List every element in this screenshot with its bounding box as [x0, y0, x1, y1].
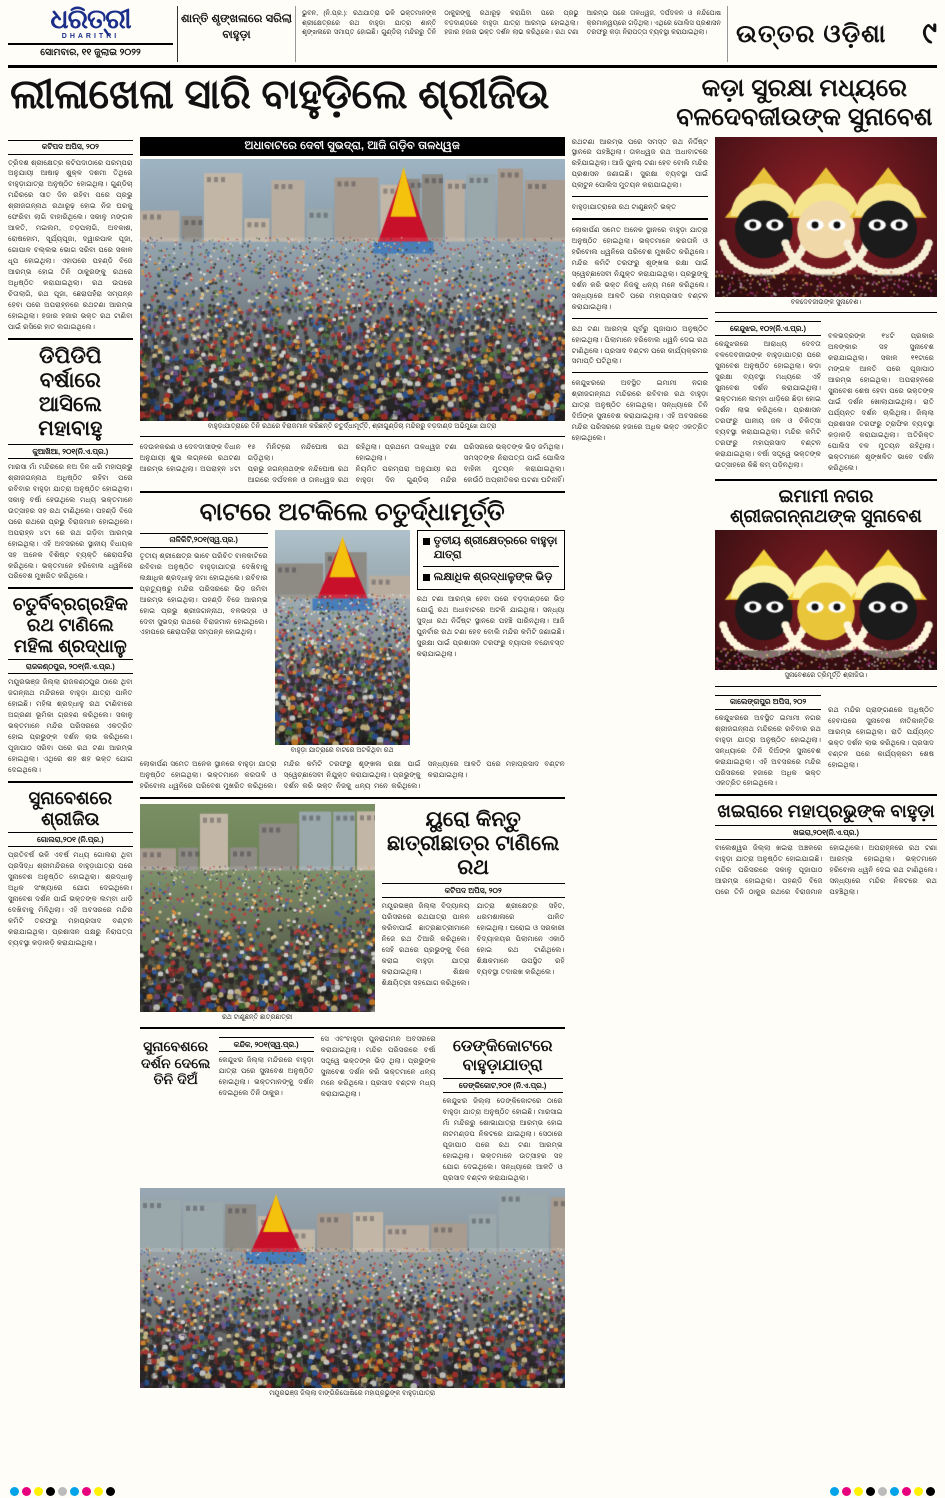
bullet-label: ତୃତୀୟ ଶ୍ରୀକ୍ଷେତ୍ରରେ ବାହୁଡ଼ା ଯାତ୍ରା [433, 534, 558, 561]
euro-body [382, 901, 565, 989]
page-number: ୯ [922, 17, 937, 50]
color-dot [106, 1487, 115, 1496]
bullet-item [423, 535, 559, 563]
imami-dateline: କାଲେଙ୍ଗପୁର ଅପିସ, ୨୦୨ [715, 695, 821, 710]
sunabesha-left-dateline: ଗୋଲରା,୨୦୧ (ନି.ପ୍ର.) [8, 832, 133, 847]
masthead-lead-text: ଭୁବନ, (ନି.ପ୍ର.): ରଥଯାତ୍ରା ଭଳି ଭକ୍ତମାନଙ୍କ ଶ୍ରୀକ୍ଷେତ୍ରରେ ରଥ ବାହୁଡ଼ା ଯାତ୍ରା ଶାନ୍ତି ଶୃଙ୍ଖଳାରେ ସମାପ୍ତ ହୋଇଛି। ଗୁଣ୍ଡିଚା ମନ୍ଦିରରୁ ତିନି ଠାକୁରଙ୍କୁ ରଥାରୂଢ଼ କରାଯିବା ପରେ ପ୍ରଭୁ ବଡ଼ଦାଣ୍ଡରେ ବାହୁଡ଼ା ଯାତ୍ରା ଆରମ୍ଭ ହୋଇଥିଲା। ହଜାର ହଜାର ଭକ୍ତ ଦର୍ଶନ ଲାଭ କରିଥିଲେ। ରଥ ଟଣା ଆରମ୍ଭ ପରେ ତାଳଧ୍ୱଜ, ଦର୍ପଦଳନ ଓ ନନ୍ଦିଘୋଷ କ୍ରମାନ୍ୱୟରେ ଗଡ଼ିଥିଲା। ଏଥିରେ ପୋଲିସ ପ୍ରଶାସନ ତରଫରୁ କଡ଼ା ନିରାପତ୍ତା ବ୍ୟବସ୍ଥା କରାଯାଇଥିଲା। [302, 10, 721, 37]
lead-body-col1: ତ୍ରିଦଶ ଶ୍ରୀକ୍ଷେତ୍ର କଟିପଦାଠାରେ ପରମ୍ପରା ଅନୁଯାୟୀ ଆଷାଢ଼ ଶୁକ୍ଳ ଦଶମୀ ତିଥିରେ ବାହୁଡ଼ାଯାତ୍ରା ଅନୁଷ୍ଠିତ ହୋଇଥିଲା। ଗୁଣ୍ଡିଚା ମନ୍ଦିରରେ ସାତ ଦିନ ରହିବା ପରେ ପ୍ରଭୁ ଶ୍ରୀଜଗନ୍ନାଥ ରଥାରୂଢ଼ ହୋଇ ନିଜ ଘରକୁ ଫେରିବା ଲାଗି ବାହାରିଥିଲେ। ସକାଳୁ ମଙ୍ଗଳ ଆଳତି, ମଇଲମ, ତଡ଼ପଲାଗି, ଅବକାଶ, ରୋଷହୋମ, ସୂର୍ଯ୍ୟପୂଜା, ଦ୍ୱାରପାଳ ପୂଜା, ଗୋପାଳ ବଲ୍ଲଭ ଭୋଗ ସରିବା ପରେ ସକାଳ ଧୂପ ହୋଇଥିଲା। ଏହାପରେ ପହଣ୍ଡି ବିଜେ ଆରମ୍ଭ ହୋଇ ତିନି ଠାକୁରଙ୍କୁ ରଥରେ ଅଧିଷ୍ଠିତ କରାଯାଇଥିଲା। ରଥ ଉପରେ ଚିତାଲାଗି, ରଥ ପୂଜା, ଛେରାପହଁରା ସମ୍ପନ୍ନ ହେବା ପରେ ଅପରାହ୍ନରେ ରଥଟଣା ଆରମ୍ଭ ହୋଇଥିଲା। ହଜାର ହଜାର ଭକ୍ତ ରଥ ଟାଣିବା ପାଇଁ ରସିରେ ହାତ ଲଗାଇଥିଲେ। [8, 157, 133, 331]
masthead [8, 6, 937, 68]
masthead-tagline: ଶାନ୍ତି ଶୃଙ୍ଖଳାରେ ସରିଲା ବାହୁଡ଼ା [178, 6, 296, 62]
lead-sub-col-1: ଦେଉଳକରଣ ଓ ଦେବଦାସୀଙ୍କ ବିଧାନ ଅନୁଯାୟୀ ଶୁଭ ଲଗ୍ନରେ ରଥଟଣା ଆରମ୍ଭ ହୋଇଥିଲା। ଅପରାହ୍ନ ୪ଟା ୧୫ ମିନିଟ୍‌ରେ ନନ୍ଦିଘୋଷ ରଥ ଗଡ଼ିଥିଲା। [139, 442, 349, 474]
lead-banner: ଅଧାବାଟରେ ଦେବୀ ସୁଭଦ୍ରା, ଆଜି ଗଡ଼ିବ ତାଳଧ୍ୱଜ [140, 137, 565, 156]
bullet-label: ଲକ୍ଷାଧିକ ଶ୍ରଦ୍ଧାଳୁଙ୍କ ଭିଡ଼ [433, 571, 553, 584]
column-4 [715, 137, 937, 1399]
bachare-headline: ବାଟରେ ଅଟକିଲେ ଚତୁର୍ଦ୍ଧାମୂର୍ତ୍ତି [199, 498, 505, 527]
column-2 [140, 137, 565, 1399]
baladev-photo [715, 137, 937, 297]
bullet-square-icon [423, 574, 430, 581]
imami-body-right-col: ରଥ ମନ୍ଦିର ପ୍ରାଙ୍ଗଣରେ ଅଧିଷ୍ଠିତ ହେବାପରେ ସୁନାବେଶ ନୀତିକାନ୍ତିର ଆରମ୍ଭ ହୋଇଥିଲା। ରାତି ପର୍ଯ୍ୟନ୍ତ ଭକ୍ତ ଦର୍ଶନ ଲାଭ କରିଥିଲେ। ପ୍ରସାଦ ବଣ୍ଟନ ପରେ କାର୍ଯ୍ୟକ୍ରମ ଶେଷ ହୋଇଥିଲା। [828, 704, 934, 769]
bachare-photo [275, 530, 410, 745]
color-dot [58, 1487, 67, 1496]
lead-photo-caption: ବାହୁଡ଼ାଯାତ୍ରାରେ ତିନି ରଥରେ ବିରାଜମାନ କରିଛନ୍ତି ଚତୁର୍ଦ୍ଧାମୂର୍ତ୍ତି, ଶ୍ରୀଗୁଣ୍ଡିଚା ମନ୍ଦିରରୁ ବଡ଼ଦାଣ୍ଡ ଅଭିମୁଖେ ଯାତ୍ରା [207, 422, 497, 430]
chaturbidha-body: ମୟୂରଭଞ୍ଜ ଜିଲ୍ଲା ରାଜକଣ୍ଠପୁର ଠାରେ ଥିବା ଜଗନ୍ନାଥ ମନ୍ଦିରରେ ବାହୁଡ଼ା ଯାତ୍ରା ପାଳିତ ହୋଇଛି। ମହିଳା ଶ୍ରଦ୍ଧାଳୁ ରଥ ଟାଣିବାରେ ଅଗ୍ରଣୀ ଭୂମିକା ଗ୍ରହଣ କରିଥିଲେ। ସକାଳୁ ଭକ୍ତମାନେ ମନ୍ଦିର ପରିସରରେ ଏକତ୍ରିତ ହୋଇ ପ୍ରଭୁଙ୍କ ଦର୍ଶନ ଲାଭ କରିଥିଲେ। ପୂଜାପାଠ ସରିବା ପରେ ରଥ ଟଣା ଆରମ୍ଭ ହୋଇଥିଲା। ଏଥିରେ ଶହ ଶହ ଭକ୍ତ ଯୋଗ ଦେଇଥିଲେ। [8, 677, 133, 774]
bachare-body-left: ତୃତୀୟ ଶ୍ରୀକ୍ଷେତ୍ର ଭାବେ ପରିଚିତ ବାଳକାଟିରେ ରବିବାର ଅନୁଷ୍ଠିତ ବାହୁଡ଼ାଯାତ୍ରା ଦେଖିବାକୁ ଲକ୍ଷାଧିକ ଶ୍ରଦ୍ଧାଳୁ ଜମା ହୋଇଥିଲେ। ରବିବାର ପ୍ରତ୍ୟୁଷରୁ ମନ୍ଦିର ପରିସରରେ ଭିଡ଼ ଜମିବା ଆରମ୍ଭ ହୋଇଥିଲା। ପହଣ୍ଡି ବିଜେ ଆରମ୍ଭ ହୋଇ ପ୍ରଭୁ ଶ୍ରୀଜଗନ୍ନାଥ, ବଳଭଦ୍ର ଓ ଦେବୀ ସୁଭଦ୍ରା ରଥରେ ବିରାଜମାନ ହୋଇଥିଲେ। ଏହାପରେ ଛେରାପହଁରା ସମ୍ପନ୍ନ ହୋଇଥିଲା। [139, 550, 268, 637]
sunabesha-mid-headline: ସୁନାବେଶରେ ଦର୍ଶନ ଦେଲେ ତିନି ଦିଅଁ [140, 1038, 211, 1087]
chaturbidha-dateline: ରାଜକଣ୍ଠପୁର, ୨୦୧(ନି.ଏ.ପ୍ର.) [8, 659, 133, 674]
bachare-body-right: ରଥ ଟଣା ଆରମ୍ଭ ହେବା ପରେ ବଡ଼ଦାଣ୍ଡରେ ଭିଡ଼ ଯୋଗୁଁ ରଥ ଅଧାବାଟରେ ଅଟକି ଯାଇଥିଲା। ସନ୍ଧ୍ୟା ସୁଦ୍ଧା ରଥ ନିର୍ଦ୍ଦିଷ୍ଟ ସ୍ଥାନରେ ପହଞ୍ଚି ପାରିନଥିଲା। ଆଜି ପୁନର୍ବାର ରଥ ଟଣା ହେବ ବୋଲି ମନ୍ଦିର କମିଟି ଜଣାଇଛି। ସୁରକ୍ଷା ପାଇଁ ପ୍ରଶାସନ ତରଫରୁ ବ୍ୟାପକ ବନ୍ଦୋବସ୍ତ କରାଯାଇଥିଲା। [416, 594, 565, 658]
lead-photo [140, 159, 565, 421]
color-dot [902, 1487, 911, 1496]
euro-body-mid: ଯାତ୍ରା ଶ୍ରୀକ୍ଷେତ୍ର ସହିତ, ଧରମଶାଳାରେ ପାଳିତ ହୋଇଥିଲା। ଘରୋଇ ଓ ସରକାରୀ ବିଦ୍ୟାଳୟର ପିଲାମାନେ ଏକାଠି ହୋଇ ରଥ ଟାଣିଥିଲେ। ଶିକ୍ଷକମାନେ ଉପସ୍ଥିତ ରହି ବ୍ୟବସ୍ଥା ତଦାରଖ କରିଥିଲେ। [476, 901, 565, 976]
color-dot [854, 1487, 863, 1496]
sunabesha-mid-body-right: ସେ ଏବଂବାହୁଡ଼ା ପୁନରାଗମନ ଅବସରରେ କରାଯାଇଥିଲା। ମନ୍ଦିର ପରିସରରେ ବର୍ଷା ସତ୍ତ୍ୱେ ଭକ୍ତଙ୍କ ଭିଡ଼ ଥିଲା। ପ୍ରଭୁଙ୍କ ସୁନାବେଶ ଦର୍ଶନ କରି ଭକ୍ତମାନେ ଧନ୍ୟ ମନେ କରିଥିଲେ। ପ୍ରସାଦ ବଣ୍ଟନ ମଧ୍ୟ କରାଯାଇଥିଲା। [320, 1034, 436, 1099]
euro-photo-caption: ରଥ ଟାଣୁଛନ୍ତି ଛାତ୍ରଛାତ୍ରୀ [222, 1013, 293, 1021]
color-dot [94, 1487, 103, 1496]
dhipdhip-body: ମାରସା ମାଁ ମନ୍ଦିରରେ ନଅ ଦିନ ଧରି ମହାପ୍ରଭୁ ଶ୍ରୀଜଗନ୍ନାଥ ଅଧିଷ୍ଠିତ ରହିବା ପରେ ରବିବାର ବାହୁଡ଼ା ଯାତ୍ରା ଅନୁଷ୍ଠିତ ହୋଇଥିଲା। ସକାଳୁ ବର୍ଷା ହେଉଥିଲେ ମଧ୍ୟ ଭକ୍ତମାନେ ଉତ୍ସାହର ସହ ରଥ ଟାଣିଥିଲେ। ପହଣ୍ଡି ବିଜେ ପରେ ରଥରେ ପ୍ରଭୁ ବିରାଜମାନ ହୋଇଥିଲେ। ଅପରାହ୍ନ ୪ଟା ରେ ରଥ ଗଡ଼ିବା ଆରମ୍ଭ ହୋଇଥିଲା। ଏହି ଅବସରରେ ସ୍ଥାନୀୟ ବିଧାୟକ ସହ ଅନେକ ବିଶିଷ୍ଟ ବ୍ୟକ୍ତି ଛେରାପହଁରା କରିଥିଲେ। ଭକ୍ତମାନେ ହରିବୋଲ ଧ୍ୱନିରେ ପରିବେଶ ମୁଖରିତ କରିଥିଲେ। [8, 462, 133, 581]
denki-body: କେନ୍ଦୁଝର ଜିଲ୍ଲା ଡେଙ୍କିକୋଟରେ ଠାରେ ବାହୁଡ଼ା ଯାତ୍ରା ଅନୁଷ୍ଠିତ ହୋଇଛି। ମାରସାଇ ମାଁ ମନ୍ଦିରରୁ ଶୋଭାଯାତ୍ରା ଆରମ୍ଭ ହୋଇ ନାଟମଣ୍ଡପ ନିକଟରେ ଯାଇଥିଲା। ସେଠାରେ ପୂଜାପାଠ ପରେ ରଥ ଟଣା ଆରମ୍ଭ ହୋଇଥିଲା। ଭକ୍ତମାନେ ଉତ୍ସାହର ସହ ଯୋଗ ଦେଇଥିଲେ। ସନ୍ଧ୍ୟାରେ ଆଳତି ଓ ପ୍ରସାଦ ବଣ୍ଟନ କରାଯାଇଥିଲା। [442, 1096, 563, 1182]
euro-body-right: ରଥ ଟଣା ଆରମ୍ଭ ପୂର୍ବରୁ ପୂଜାପାଠ ଅନୁଷ୍ଠିତ ହୋଇଥିଲା। ପିଲାମାନେ ହରିବୋଲ ଧ୍ୱନି ଦେଇ ରଥ ଟାଣିଥିଲେ। ପ୍ରସାଦ ବଣ୍ଟନ ପରେ କାର୍ଯ୍ୟକ୍ରମର ସମାପ୍ତି ଘଟିଥିଲା। [571, 323, 708, 366]
color-dot [70, 1487, 79, 1496]
bachare-overflow: ଲୋକାର୍ପଣ ସମେତ ଅନେକ ସ୍ଥାନରେ ବାହୁଡ଼ା ଯାତ୍ରା ଅନୁଷ୍ଠିତ ହୋଇଥିଲା। ଭକ୍ତମାନେ କରତାଳି ଓ ହରିବୋଲ ଧ୍ୱନିରେ ପରିବେଶ ମୁଖରିତ କରିଥିଲେ। ମନ୍ଦିର କମିଟି ତରଫରୁ ଶୃଙ୍ଖଳା ରକ୍ଷା ପାଇଁ ସ୍ୱେଚ୍ଛାସେବୀ ନିଯୁକ୍ତ କରାଯାଇଥିଲା। ପ୍ରଭୁଙ୍କୁ ଦର୍ଶନ କରି ଭକ୍ତ ନିଜକୁ ଧନ୍ୟ ମନେ କରିଥିଲେ। ସନ୍ଧ୍ୟାରେ ଆଳତି ପରେ ମହାପ୍ରସାଦ ବଣ୍ଟନ କରାଯାଇଥିଲା। [571, 225, 708, 311]
bachare-dateline: ନାଳିକିଟି,୨୦୧(ସ୍ୱ.ପ୍ର.) [140, 533, 268, 548]
denki-dateline: ଡେଙ୍କିକୋଟ,୨୦୧ (ନି.ଏ.ପ୍ର.) [443, 1078, 563, 1093]
baladev-headline: କଡ଼ା ସୁରକ୍ଷା ମଧ୍ୟରେ ବଳଦେବଜୀଉଙ୍କ ସୁନାବେଶ [676, 74, 933, 131]
color-dot [866, 1487, 875, 1496]
lead-body-col2: ରଥଟଣା ଆରମ୍ଭ ପରେ ସମସ୍ତ ରଥ ନିର୍ଦ୍ଦିଷ୍ଟ ସ୍ଥାନରେ ପହଞ୍ଚିଥିଲା। ତାଳଧ୍ୱଜ ରଥ ଅଧାବାଟରେ ରହିଯାଇଥିଲା। ଆଜି ପୁନଶ୍ଚ ଟଣା ହେବ ବୋଲି ମନ୍ଦିର ପ୍ରଶାସନ ଜଣାଇଛି। ସୁରକ୍ଷା ବ୍ୟବସ୍ଥା ପାଇଁ ପ୍ଲାଟୁନ ପୋଲିସ ମୁତୟନ କରାଯାଇଥିଲା। [571, 136, 708, 190]
bachare-body-more: ଲୋକାର୍ପଣ ସମେତ ଅନେକ ସ୍ଥାନରେ ବାହୁଡ଼ା ଯାତ୍ରା ଅନୁଷ୍ଠିତ ହୋଇଥିଲା। ଭକ୍ତମାନେ କରତାଳି ଓ ହରିବୋଲ ଧ୍ୱନିରେ ପରିବେଶ ମୁଖରିତ କରିଥିଲେ। ମନ୍ଦିର କମିଟି ତରଫରୁ ଶୃଙ୍ଖଳା ରକ୍ଷା ପାଇଁ ସ୍ୱେଚ୍ଛାସେବୀ ନିଯୁକ୍ତ କରାଯାଇଥିଲା। ପ୍ରଭୁଙ୍କୁ ଦର୍ଶନ କରି ଭକ୍ତ ନିଜକୁ ଧନ୍ୟ ମନେ କରିଥିଲେ। ସନ୍ଧ୍ୟାରେ ଆଳତି ପରେ ମହାପ୍ରସାଦ ବଣ୍ଟନ କରାଯାଇଥିଲା। [139, 758, 565, 790]
baladev-photo-caption: ବଳଦେବଜୀଉଙ୍କ ସୁନାବେଶ। [790, 298, 862, 306]
lead-headline: ଲୀଳାଖେଳା ସାରି ବାହୁଡ଼ିଲେ ଶ୍ରୀଜିଉ [10, 71, 550, 117]
denki-headline: ଡେଙ୍କିକୋଟରେ ବାହୁଡ଼ାଯାତ୍ରା [452, 1038, 553, 1074]
color-dot [926, 1487, 935, 1496]
edition-block [727, 6, 937, 62]
color-dot [878, 1487, 887, 1496]
color-dot [10, 1487, 19, 1496]
color-dot [82, 1487, 91, 1496]
bullet-item [423, 566, 559, 585]
dhipdhip-headline: ଡିପିଡିପି ବର୍ଷାରେ ଆସିଲେ ମହାବାହୁ [38, 344, 103, 440]
edition-name: ଉତ୍ତର ଓଡ଼ିଶା [736, 19, 887, 48]
euro-body-left: ମୟୂରଭଞ୍ଜ ଜିଲ୍ଲା ବିଦ୍ୟାଳୟ ପରିସରରେ ରଥଯାତ୍ରା ପାଳନ କରିବାପାଇଁ ଛାତ୍ରଛାତ୍ରୀମାନେ ନିଜେ ରଥ ତିଆରି କରିଥିଲେ। ସେହି ରଥରେ ପ୍ରଭୁଙ୍କୁ ବିଜେ କରାଇ ବାହୁଡ଼ା ଯାତ୍ରା କରାଯାଇଥିଲା। ଶିକ୍ଷକ ଶିକ୍ଷୟିତ୍ରୀ ସହଯୋଗ କରିଥିଲେ। [381, 901, 470, 987]
sunabesha-left-body: ପ୍ରତିବର୍ଷ ଭଳି ଏବର୍ଷ ମଧ୍ୟ ଗୋଲରା ଥିବା ପ୍ରସିଦ୍ଧ ଶ୍ରୀମନ୍ଦିରରେ ବାହୁଡ଼ାଯାତ୍ରା ପରେ ସୁନାବେଶ ଅନୁଷ୍ଠିତ ହୋଇଥିଲା। ଶ୍ରଦ୍ଧାଳୁ ଅଧିକ ସଂଖ୍ୟାରେ ଯୋଗ ଦେଇଥିଲେ। ସୁନାବେଶ ଦର୍ଶନ ପାଇଁ ଭକ୍ତଙ୍କ ଲମ୍ବା ଧାଡ଼ି ଦେଖିବାକୁ ମିଳିଥିଲା। ଏହି ଅବସରରେ ମନ୍ଦିର କମିଟି ତରଫରୁ ମହାପ୍ରସାଦ ବଣ୍ଟନ କରାଯାଇଥିଲା। ପ୍ରଶାସନ ପକ୍ଷରୁ ନିରାପତ୍ତା ବ୍ୟବସ୍ଥା କଡ଼ାକଡ଼ି କରାଯାଇଥିଲା। [8, 850, 133, 947]
color-dots-right [830, 1487, 935, 1496]
dhipdhip-dateline: କୁଆଖିଆ, ୨୦୧(ନି.ଏ.ପ୍ର.) [8, 444, 133, 459]
bachare-photo-caption: ବାହୁଡ଼ା ଯାତ୍ରାରେ ବାଟରେ ଅଟକିଥିବା ରଥ [290, 746, 394, 754]
color-dot [34, 1487, 43, 1496]
khaira-dateline: ଖଇରା,୨୦୧(ନି.ଏ.ପ୍ର.) [715, 825, 937, 840]
euro-headline: ୟୁରୋ କିନ୍ତୁ ଛାତ୍ରୀଛାତ୍ର ଟାଣିଲେ ରଥ [386, 807, 560, 879]
baladev-body-2: ବଳଭଦ୍ରଙ୍କ ୧୪ଟି ପ୍ରକାର ଅଳଙ୍କାର ସହ ସୁନାବେଶ କରାଯାଇଥିଲା। ସକାଳ ୧୧ଟାରେ ମଙ୍ଗଳ ଆଳତି ପରେ ପୂଜାପାଠ ଆରମ୍ଭ ହୋଇଥିଲା। ଅପରାହ୍ନରେ ସୁନାବେଶ ଶେଷ ହେବା ପରେ ଭକ୍ତଙ୍କ ପାଇଁ ଦର୍ଶନ ଖୋଲାଯାଇଥିଲା। ରାତି ପର୍ଯ୍ୟନ୍ତ ଦର୍ଶନ ଚାଲିଥିଲା। ଜିଲ୍ଲା ପ୍ରଶାସନ ତରଫରୁ ଟ୍ରାଫିକ ବ୍ୟବସ୍ଥା କଡ଼ାକଡ଼ି କରାଯାଇଥିଲା। ଅତିରିକ୍ତ ପୋଲିସ ବଳ ମୁତୟନ ରହିଥିଲା। ଭକ୍ତମାନେ ଶୃଙ୍ଖଳିତ ଭାବେ ଦର୍ଶନ କରିଥିଲେ। [828, 331, 934, 472]
color-dot [890, 1487, 899, 1496]
khaira-body: ବାଲେଶ୍ୱର ଜିଲ୍ଲା ଖଇରା ଅଞ୍ଚଳରେ ବାହୁଡ଼ା ଯାତ୍ରା ଅନୁଷ୍ଠିତ ହୋଇଯାଇଛି। ମନ୍ଦିର ପରିସରରେ ସକାଳୁ ପୂଜାପାଠ ଆରମ୍ଭ ହୋଇଥିଲା। ପହଣ୍ଡି ବିଜେ ପରେ ତିନି ଠାକୁର ରଥରେ ବିରାଜମାନ ହୋଇଥିଲେ। ଅପରାହ୍ନରେ ରଥ ଟଣା ଆରମ୍ଭ ହୋଇଥିଲା। ଭକ୍ତମାନେ ହରିବୋଲ ଧ୍ୱନି ଦେଇ ରଥ ଟାଣିଥିଲେ। ସନ୍ଧ୍ୟାରେ ମନ୍ଦିର ନିକଟରେ ରଥ ପହଞ୍ଚିଥିଲା। [715, 843, 937, 896]
color-dot [914, 1487, 923, 1496]
khaira-headline: ଖଇରାରେ ମହାପ୍ରଭୁଙ୍କ ବାହୁଡ଼ା [717, 801, 935, 822]
imami-headline: ଇମାମୀ ନଗର ଶ୍ରୀଜଗନ୍ନାଥଙ୍କ ସୁନାବେଶ [730, 485, 922, 527]
sunabesha-mid-photo [140, 1188, 565, 1388]
color-dot [46, 1487, 55, 1496]
imami-body-left: କେନ୍ଦୁଝରରେ ଅବସ୍ଥିତ ଇମାମୀ ନଗର ଶ୍ରୀଜଗନ୍ନାଥ ମନ୍ଦିରରେ ରବିବାର ରଥ ବାହୁଡ଼ା ଯାତ୍ରା ଅନୁଷ୍ଠିତ ହୋଇଥିଲା। ସନ୍ଧ୍ୟାରେ ତିନି ଦିଅଁଙ୍କ ସୁନାବେଶ କରାଯାଇଥିଲା। ଏହି ଅବସରରେ ମନ୍ଦିର ପରିସରରେ ହଜାରେ ଅଧିକ ଭକ୍ତ ଏକତ୍ରିତ ହୋଇଥିଲେ। [571, 378, 708, 443]
euro-photo [140, 804, 375, 1012]
baladev-dateline: କେନ୍ଦୁଝର, ୧୦୨(ନି.ଏ.ପ୍ର.) [715, 321, 821, 336]
sunabesha-mid-photo-caption: ମୟୂରଭଞ୍ଜ ଜିଲ୍ଲା ବାଙ୍ଗିରିପୋଷିରେ ମହାପ୍ରଭୁଙ୍କ ବାହୁଡ଼ାଯାତ୍ରା [269, 1389, 436, 1397]
chaturbidha-headline: ଚତୁର୍ବିବ୍ରଗ୍ରହିକ ରଥ ଟାଣିଲେ ମହିଳା ଶ୍ରଦ୍ଧାଳୁ [12, 594, 128, 656]
color-dot [22, 1487, 31, 1496]
imami-photo [715, 530, 937, 670]
lead-caption-rows: ବାହୁଡ଼ାଯାତ୍ରାରେ ରଥ ଟାଣୁଛନ୍ତି ଭକ୍ତ [571, 202, 677, 212]
lead-sub-col-2: ପ୍ରଭୁ ଜଗନ୍ନାଥଙ୍କ ନନ୍ଦିଘୋଷ ରଥ ଆଗରେ ଦର୍ପଦଳନ ଓ ତାଳଧ୍ୱଜ ରଥ ରହିଥିଲା। ପ୍ରଥମେ ତାଳଧ୍ୱଜ ଟଣା ହୋଇଥିଲା। [247, 442, 457, 485]
baladev-body: କେନ୍ଦୁଝରରେ ଆରାଧ୍ୟ ଦେବତା ବଳଦେବଜୀଉଙ୍କ ବାହୁଡ଼ାଯାତ୍ରା ପରେ ସୁନାବେଶ ଅନୁଷ୍ଠିତ ହୋଇଥିଲା। କଡ଼ା ସୁରକ୍ଷା ବ୍ୟବସ୍ଥା ମଧ୍ୟରେ ଏହି ସୁନାବେଶ ଦର୍ଶନ କରାଯାଇଥିଲା। ଭକ୍ତମାନେ ଲମ୍ବା ଧାଡ଼ିରେ ଛିଡ଼ା ହୋଇ ଦର୍ଶନ ଲାଭ କରିଥିଲେ। ପ୍ରଶାସନ ତରଫରୁ ପାନୀୟ ଜଳ ଓ ଚିକିତ୍ସା ବ୍ୟବସ୍ଥା କରାଯାଇଥିଲା। ମନ୍ଦିର କମିଟି ତରଫରୁ ମହାପ୍ରସାଦ ବଣ୍ଟନ କରାଯାଇଥିଲା। ବର୍ଷା ସତ୍ତ୍ୱେ ଭକ୍ତଙ୍କ ଉତ୍ସାହରେ କିଛି କମ୍ ପଡ଼ିନଥିଲା। [715, 339, 821, 469]
color-dot [842, 1487, 851, 1496]
logo-title: ଧରିତ୍ରୀ [50, 4, 131, 34]
color-dots-left [10, 1487, 115, 1496]
lead-dateline: କଟିପଦ ଅପିସ, ୨୦୨ [8, 140, 133, 155]
imami-body-left-col: କେନ୍ଦୁଝରରେ ଅବସ୍ଥିତ ଇମାମୀ ନଗର ଶ୍ରୀଜଗନ୍ନାଥ ମନ୍ଦିରରେ ରବିବାର ରଥ ବାହୁଡ଼ା ଯାତ୍ରା ଅନୁଷ୍ଠିତ ହୋଇଥିଲା। ସନ୍ଧ୍ୟାରେ ତିନି ଦିଅଁଙ୍କ ସୁନାବେଶ କରାଯାଇଥିଲା। ଏହି ଅବସରରେ ମନ୍ଦିର ପରିସରରେ ହଜାରେ ଅଧିକ ଭକ୍ତ ଏକତ୍ରିତ ହୋଇଥିଲେ। [715, 712, 821, 788]
lead-sub-col-3: ନିୟମିତ ପରମ୍ପରା ଅନୁଯାୟୀ ରଥ ବାହୁଡ଼ା ଦିନ ଗୁଣ୍ଡିଚା ମନ୍ଦିର ପରିସରରେ ଭକ୍ତଙ୍କ ଭିଡ଼ ଜମିଥିଲା। [355, 442, 564, 485]
lead-sub-col-4: ସମସ୍ତଙ୍କ ନିରାପତ୍ତା ପାଇଁ ପୋଲିସ ବାହିନୀ ମୁତୟନ କରାଯାଇଥିଲା। କେଉଁଠି ଅପ୍ରୀତିକର ଘଟଣା ଘଟିନାହିଁ। [463, 453, 565, 485]
sunabesha-mid-dateline: କନ୍ଦିକ, ୨୦୧(ସ୍ୱ.ପ୍ର.) [219, 1037, 314, 1052]
column-1 [8, 137, 133, 1399]
sunabesha-mid-body-left: କେନ୍ଦୁଝର ଜିଲ୍ଲା ମନ୍ଦିରରେ ବାହୁଡ଼ା ଯାତ୍ରା ପରେ ସୁନାବେଶ ଅନୁଷ୍ଠିତ ହୋଇଥିଲା। ଭକ୍ତମାନଙ୍କୁ ଦର୍ଶନ ଦେଇଥିଲେ ତିନି ଠାକୁର। [218, 1055, 314, 1098]
color-dot [830, 1487, 839, 1496]
bullet-square-icon [423, 538, 430, 545]
euro-dateline: କଟିପଦ ଅପିସ, ୨୦୨ [382, 883, 565, 898]
logo-subtitle: DHARITRI [61, 33, 120, 40]
sunabesha-left-headline: ସୁନାବେଶରେ ଶ୍ରୀଜିଉ [28, 787, 113, 829]
publication-date: ସୋମବାର, ୧୧ ଜୁଲାଇ ୨୦୨୨ [8, 43, 173, 58]
bachare-bullets [417, 530, 565, 590]
logo-block [8, 6, 178, 62]
column-3 [572, 137, 708, 1399]
registration-marks [0, 1487, 945, 1496]
imami-photo-caption: ସୁନାବେଶରେ ତ୍ରିମୂର୍ତ୍ତି ଶ୍ରୀଜିଉ। [784, 671, 868, 679]
